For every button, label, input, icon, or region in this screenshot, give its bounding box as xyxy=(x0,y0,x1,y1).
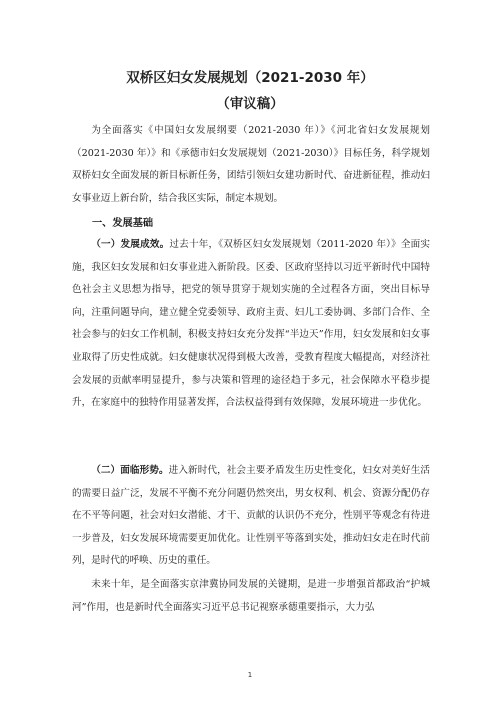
paragraph-lead: （二）面临形势。 xyxy=(91,465,169,476)
document-subtitle: （审议稿） xyxy=(216,96,284,112)
page-number: 1 xyxy=(247,671,253,679)
paragraph-next-decade: 未来十年，是全面落实京津冀协同发展的关键期，是进一步增强首都政治“护城河”作用，也是新时代全面落实习近平总书记视察承德重要指示，大力弘 xyxy=(72,579,430,613)
paragraph-situation xyxy=(72,460,430,573)
paragraph-body: 进入新时代，社会主要矛盾发生历史性变化，妇女对美好生活的需要日益广泛，发展不平衡不充分问题仍然突出，男女权利、机会、资源分配仍存在不平等问题，社会对妇女潜能、才干、贡献的认识仍不充分，性别平等观念有待进一步普及，妇女发展环境需要更加优化。让性别平等落到实处，推动妇女走在时代前列，是时代的呼唤、历史的重任。 xyxy=(72,465,431,567)
intro-paragraph: 为全面落实《中国妇女发展纲要（2021-2030 年）》《河北省妇女发展规划（2021-2030 年）》和《承德市妇女发展规划（2021-2030）》目标任务，科学规划双桥妇女全面发展的新目标新任务，团结引领妇女建功新时代、奋进新征程，推动妇女事业迈上新台阶，结合我区实际，制定本规划。 xyxy=(72,125,430,204)
paragraph-body: 过去十年，《双桥区妇女发展规划（2011-2020 年）》全面实施，我区妇女发展和妇女事业进入新阶段。区委、区政府坚持以习近平新时代中国特色社会主义思想为指导，把党的领导贯穿于规划实施的全过程各方面，突出目标导向，注重问题导向，建立健全党委领导、政府主责、妇儿工委协调、多部门合作、全社会参与的妇女工作机制，积极支持妇女充分发挥“半边天”作用，妇女发展和妇女事业取得了历史性成就。妇女健康状况得到极大改善，受教育程度大幅提高，对经济社会发展的贡献率明显提升，参与决策和管理的途径趋于多元，社会保障水平稳步提升，在家庭中的独特作用显著发挥，合法权益得到有效保障，发展环境进一步优化。 xyxy=(72,239,431,409)
document-title: 双桥区妇女发展规划（2021-2030 年） xyxy=(126,70,374,86)
paragraph-development-results xyxy=(72,234,430,415)
paragraph-lead: （一）发展成效。 xyxy=(91,239,170,250)
section-heading: 一、发展基础 xyxy=(92,218,154,229)
